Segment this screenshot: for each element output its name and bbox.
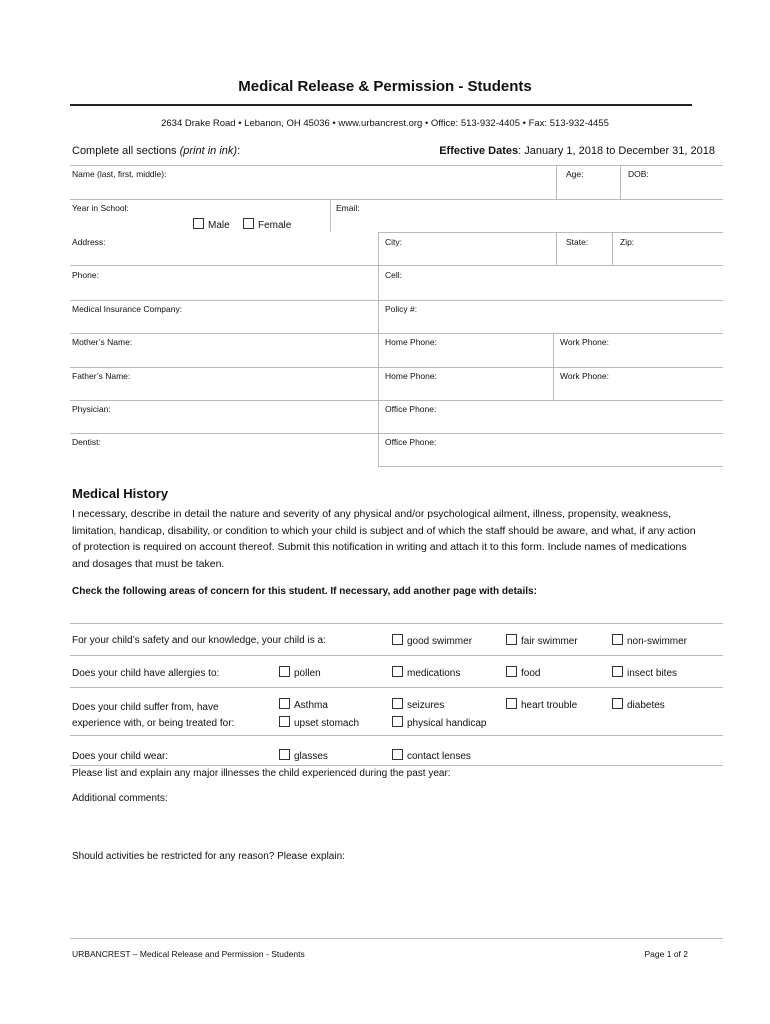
policy-field[interactable]: Policy #: xyxy=(385,304,418,314)
checkbox-icon xyxy=(612,698,623,709)
grid-line xyxy=(70,367,723,368)
cell-field[interactable]: Cell: xyxy=(385,270,403,280)
checkbox-icon xyxy=(392,666,403,677)
allergies-question: Does your child have allergies to: xyxy=(72,668,220,679)
mother-name-field[interactable]: Mother’s Name: xyxy=(72,337,133,347)
physical-handicap-checkbox[interactable]: physical handicap xyxy=(392,716,487,729)
checkbox-icon xyxy=(392,634,403,645)
heart-trouble-checkbox[interactable]: heart trouble xyxy=(506,698,577,711)
age-field[interactable]: Age: xyxy=(566,169,584,179)
effective-dates: Effective Dates: January 1, 2018 to December 31, 2018 xyxy=(439,145,715,157)
father-home-phone-field[interactable]: Home Phone: xyxy=(385,371,437,381)
illnesses-field[interactable]: Please list and explain any major illnesses the child experienced during the past year: xyxy=(72,768,451,779)
wear-question: Does your child wear: xyxy=(72,751,169,762)
grid-line xyxy=(70,300,723,301)
mother-work-phone-field[interactable]: Work Phone: xyxy=(560,337,609,347)
asthma-checkbox[interactable]: Asthma xyxy=(279,698,328,711)
dentist-field[interactable]: Dentist: xyxy=(72,437,101,447)
grid-line xyxy=(378,232,379,466)
grid-line xyxy=(330,199,331,232)
checkbox-icon xyxy=(392,716,403,727)
grid-line xyxy=(553,333,554,400)
restrictions-field[interactable]: Should activities be restricted for any reason? Please explain: xyxy=(72,851,345,862)
conditions-question-line1: Does your child suffer from, have xyxy=(72,702,219,713)
grid-line xyxy=(620,165,621,199)
father-name-field[interactable]: Father’s Name: xyxy=(72,371,131,381)
page-number: Page 1 of 2 xyxy=(644,949,688,959)
upset-stomach-checkbox[interactable]: upset stomach xyxy=(279,716,359,729)
checkbox-icon xyxy=(506,634,517,645)
footer-divider xyxy=(70,938,723,939)
checkbox-icon xyxy=(193,218,204,229)
state-field[interactable]: State: xyxy=(566,237,589,247)
grid-line xyxy=(70,400,723,401)
title-divider xyxy=(70,104,692,106)
contact-lenses-checkbox[interactable]: contact lenses xyxy=(392,749,471,762)
food-checkbox[interactable]: food xyxy=(506,666,540,679)
zip-field[interactable]: Zip: xyxy=(620,237,635,247)
grid-line xyxy=(70,735,723,736)
checkbox-icon xyxy=(279,716,290,727)
diabetes-checkbox[interactable]: diabetes xyxy=(612,698,665,711)
seizures-checkbox[interactable]: seizures xyxy=(392,698,444,711)
medications-checkbox[interactable]: medications xyxy=(392,666,460,679)
footer-text: URBANCREST – Medical Release and Permission - Students xyxy=(72,949,305,959)
instructions: Complete all sections (print in ink): xyxy=(72,145,241,157)
grid-line xyxy=(70,199,723,200)
checkbox-icon xyxy=(506,666,517,677)
grid-line xyxy=(378,466,723,467)
grid-line xyxy=(612,232,613,266)
grid-line xyxy=(70,333,723,334)
dentist-office-phone-field[interactable]: Office Phone: xyxy=(385,437,437,447)
medical-history-heading: Medical History xyxy=(72,486,169,501)
email-field[interactable]: Email: xyxy=(336,203,360,213)
year-in-school-field[interactable]: Year in School: xyxy=(72,203,129,213)
grid-line xyxy=(70,623,723,624)
checkbox-icon xyxy=(392,698,403,709)
fair-swimmer-checkbox[interactable]: fair swimmer xyxy=(506,634,578,647)
grid-line xyxy=(70,655,723,656)
grid-line xyxy=(70,433,723,434)
gender-male-checkbox[interactable]: Male xyxy=(193,218,230,231)
medical-history-instructions: I necessary, describe in detail the nature and severity of any physical and/or psychological ailment, illness, propensity, weakness, limitation, handicap, disability, or condition to which your child is subject and of which the staff should be aware, and what, if any action of protection is required on account thereof. Submit this notification in writing and attach it to this form. Include names of medications and dosages that must be taken. xyxy=(72,508,696,570)
grid-line xyxy=(70,765,723,766)
insect-bites-checkbox[interactable]: insect bites xyxy=(612,666,677,679)
grid-line xyxy=(70,265,723,266)
grid-line xyxy=(70,165,723,166)
checkbox-icon xyxy=(392,749,403,760)
checkbox-icon xyxy=(279,749,290,760)
dob-field[interactable]: DOB: xyxy=(628,169,649,179)
insurance-field[interactable]: Medical Insurance Company: xyxy=(72,304,183,314)
form-title: Medical Release & Permission - Students xyxy=(238,78,532,95)
additional-comments-field[interactable]: Additional comments: xyxy=(72,793,168,804)
concerns-heading: Check the following areas of concern for this student. If necessary, add another page with details: xyxy=(72,586,537,597)
grid-line xyxy=(556,165,557,199)
non-swimmer-checkbox[interactable]: non-swimmer xyxy=(612,634,687,647)
grid-line xyxy=(378,232,723,233)
checkbox-icon xyxy=(612,634,623,645)
swim-question: For your child’s safety and our knowledge, your child is a: xyxy=(72,635,326,646)
checkbox-icon xyxy=(612,666,623,677)
checkbox-icon xyxy=(506,698,517,709)
city-field[interactable]: City: xyxy=(385,237,402,247)
mother-home-phone-field[interactable]: Home Phone: xyxy=(385,337,437,347)
grid-line xyxy=(70,687,723,688)
father-work-phone-field[interactable]: Work Phone: xyxy=(560,371,609,381)
checkbox-icon xyxy=(279,666,290,677)
address-field[interactable]: Address: xyxy=(72,237,106,247)
checkbox-icon xyxy=(279,698,290,709)
physician-field[interactable]: Physician: xyxy=(72,404,111,414)
org-address: 2634 Drake Road • Lebanon, OH 45036 • www.urbancrest.org • Office: 513-932-4405 • Fax: 513-932-4455 xyxy=(161,118,609,129)
pollen-checkbox[interactable]: pollen xyxy=(279,666,321,679)
name-field[interactable]: Name (last, first, middle): xyxy=(72,169,167,179)
glasses-checkbox[interactable]: glasses xyxy=(279,749,328,762)
checkbox-icon xyxy=(243,218,254,229)
good-swimmer-checkbox[interactable]: good swimmer xyxy=(392,634,472,647)
conditions-question-line2: experience with, or being treated for: xyxy=(72,718,235,729)
gender-female-checkbox[interactable]: Female xyxy=(243,218,291,231)
physician-office-phone-field[interactable]: Office Phone: xyxy=(385,404,437,414)
phone-field[interactable]: Phone: xyxy=(72,270,99,280)
grid-line xyxy=(556,232,557,266)
